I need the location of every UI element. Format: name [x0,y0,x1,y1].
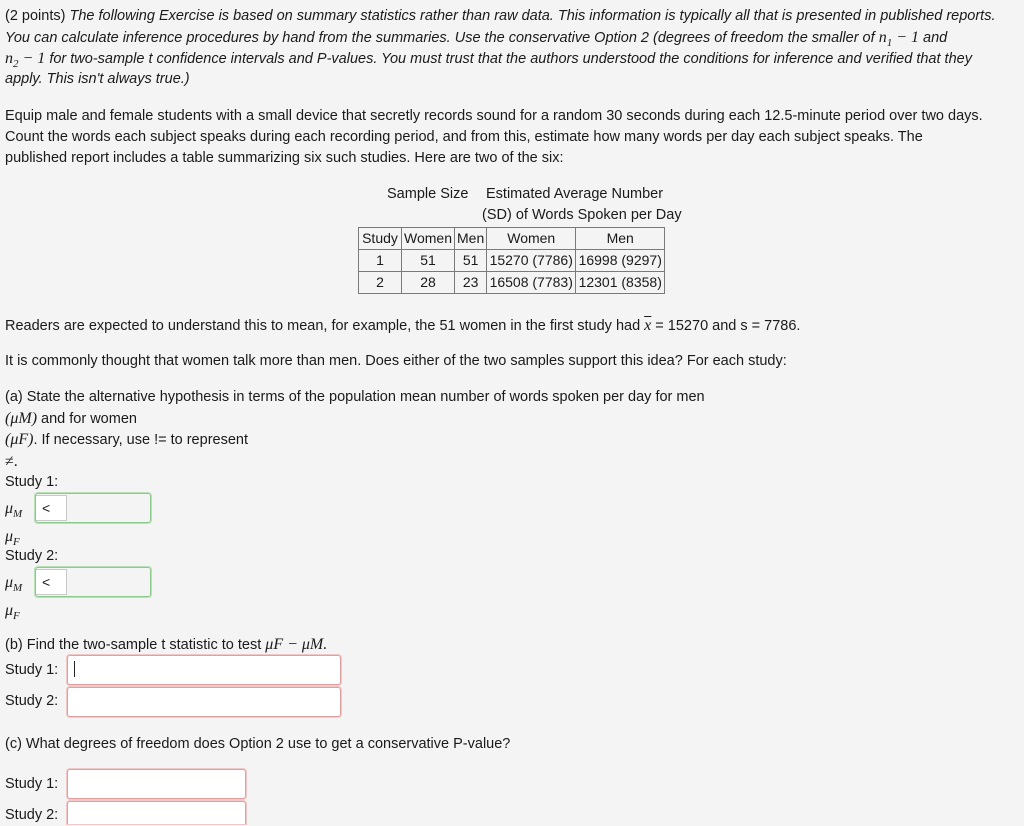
part-a-study1-label: Study 1: [5,474,59,490]
readers-note-values: = 15270 and s = 7786. [651,318,801,334]
neq-symbol: ≠. [5,453,18,470]
part-b-study1-input[interactable] [67,655,341,685]
n2-symbol: $n_2 - 1$ [5,50,46,71]
readers-note-text: Readers are expected to understand this to mean, for example, the 51 women in the first study had [5,318,641,334]
col-men-size: Men [455,228,487,250]
part-b-prompt [5,634,327,656]
mu-m-paren: (μM) [5,410,38,427]
intro-line-2-text: You can calculate inference procedures by hand from the summaries. Use the conservative Option 2 (degrees of freedom the smaller of [5,30,875,46]
table-header-sample-size: Sample Size [387,186,469,202]
study2-operator-select[interactable]: < [35,569,67,595]
xbar-symbol: $\overline{x}$ [644,317,652,334]
intro-line-4: apply. This isn't always true.) [5,71,190,87]
part-a-study2-label: Study 2: [5,548,59,564]
n1-symbol: $n_1 - 1$ [878,29,919,50]
table-header-row [359,228,665,250]
part-a-line-1: (a) State the alternative hypothesis in terms of the population mean number of words spoken per day for men [5,389,705,405]
cell: 15270 (7786) [487,250,576,272]
study1-hypothesis-box[interactable] [35,493,151,523]
scenario-line-3: published report includes a table summarizing six such studies. Here are two of the six: [5,150,564,166]
mu-f-symbol-2: $\mu_F$ [5,602,20,623]
readers-note [5,315,800,337]
intro-line-1: The following Exercise is based on summary statistics rather than raw data. This information is typically all that is presented in published reports. [69,8,996,24]
intro-and: and [918,30,948,46]
mu-m-symbol-1: $\mu_M$ [5,500,23,521]
part-c-study2-label: Study 2: [5,807,59,823]
col-study: Study [359,228,402,250]
part-c-study2-input[interactable] [67,801,246,824]
part-c-study1-input[interactable] [67,769,246,799]
cell: 51 [402,250,455,272]
col-women-size: Women [402,228,455,250]
col-men-words: Men [576,228,665,250]
study1-operator-select[interactable]: < [35,495,67,521]
summary-table [358,227,665,294]
mu-f-paren: (μF) [5,431,34,448]
scenario-line-1: Equip male and female students with a small device that secretly records sound for a random 30 seconds during each 12.5-minute period over two days. [5,108,983,124]
points-label: (2 points) [5,8,66,24]
intro-paragraph [5,6,996,27]
part-b-study1-label: Study 1: [5,662,59,678]
part-a-women: and for women [37,411,137,427]
part-a-represent: . If necessary, use != to represent [33,432,248,448]
part-a-line-2 [5,408,137,430]
cell: 2 [359,272,402,294]
part-b-study2-input[interactable] [67,687,341,717]
cell: 23 [455,272,487,294]
mu-m-symbol-2: $\mu_M$ [5,574,23,595]
mu-f-symbol-1: $\mu_F$ [5,528,20,549]
part-c-prompt: (c) What degrees of freedom does Option 2 use to get a conservative P-value? [5,736,511,752]
question-intro: It is commonly thought that women talk more than men. Does either of the two samples support this idea? For each study: [5,353,787,369]
cell: 16508 (7783) [487,272,576,294]
table-header-estimated-1: Estimated Average Number [486,186,664,202]
part-b-expression: μF − μM. [265,636,328,653]
cell: 12301 (8358) [576,272,665,294]
cell: 1 [359,250,402,272]
cell: 16998 (9297) [576,250,665,272]
scenario-line-2: Count the words each subject speaks during each recording period, and from this, estimate how many words per day each subject speaks. The [5,129,923,145]
table-header-estimated-2: (SD) of Words Spoken per Day [482,207,682,223]
part-b-study2-label: Study 2: [5,693,59,709]
part-b-text: (b) Find the two-sample t statistic to test [5,637,262,653]
table-row [359,272,665,294]
study2-hypothesis-box[interactable] [35,567,151,597]
cell: 28 [402,272,455,294]
part-a-line-3 [5,429,248,451]
part-c-study1-label: Study 1: [5,776,59,792]
text-cursor [74,661,75,677]
cell: 51 [455,250,487,272]
col-women-words: Women [487,228,576,250]
intro-line-3-text: for two-sample t confidence intervals and P-values. You must trust that the authors understood the conditions for inference and verified that they [45,51,972,67]
table-row [359,250,665,272]
